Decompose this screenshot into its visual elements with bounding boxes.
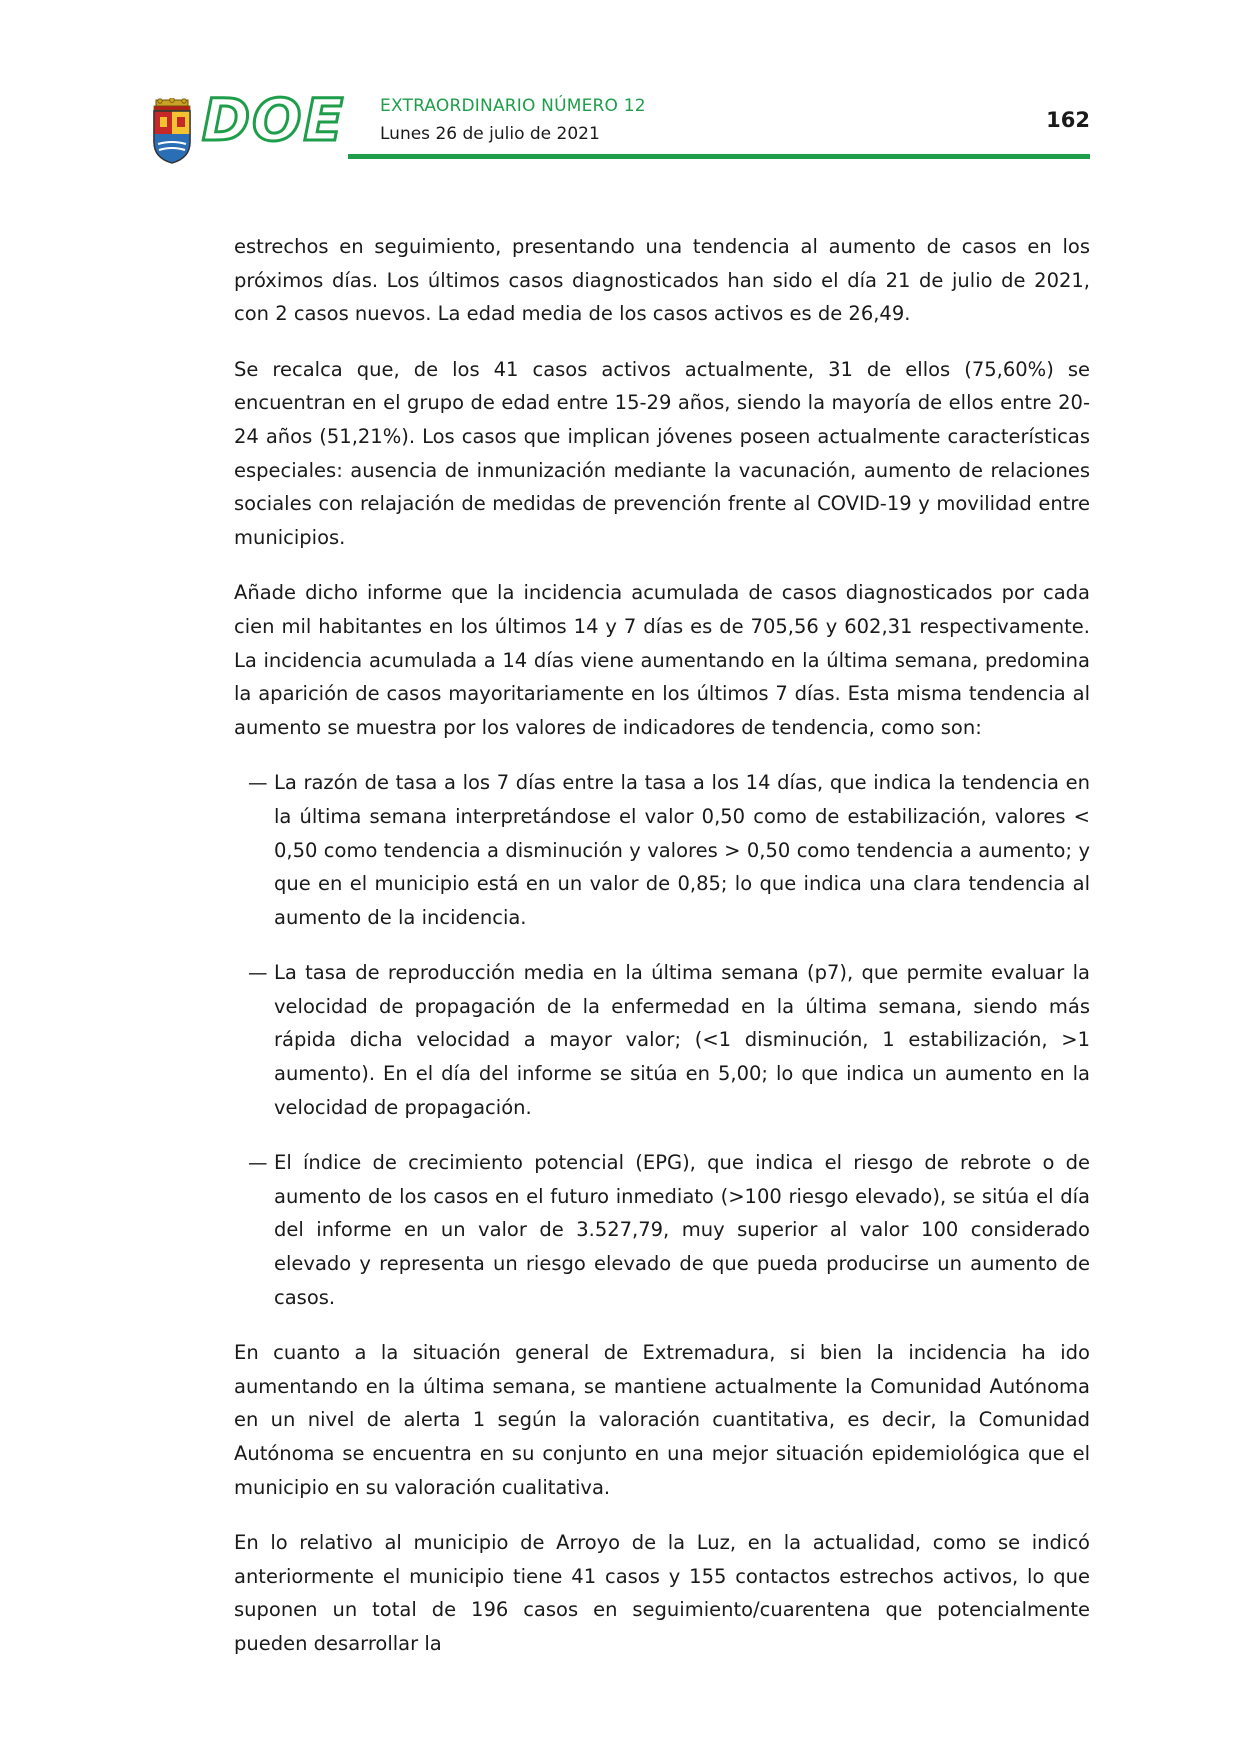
list-item	[234, 766, 1090, 934]
list-item	[234, 1146, 1090, 1314]
doe-logo-text: DOE	[202, 86, 346, 154]
list-item-text: El índice de crecimiento potencial (EPG), que indica el riesgo de rebrote o de aumento de los casos en el futuro inmediato (>100 riesgo elevado), se sitúa el día del informe en un valor de 3.527,79, muy superior al valor 100 considerado elevado y representa un riesgo elevado de que pueda producirse un aumento de casos.	[274, 1151, 1090, 1309]
bullet-dash: —	[248, 1151, 268, 1175]
issue-number: EXTRAORDINARIO NÚMERO 12	[380, 96, 646, 116]
list-item-text: La razón de tasa a los 7 días entre la tasa a los 14 días, que indica la tendencia en la última semana interpretándose el valor 0,50 como de estabilización, valores < 0,50 como tendencia a disminución y valores > 0,50 como tendencia a aumento; y que en el municipio está en un valor de 0,85; lo que indica una clara tendencia al aumento de la incidencia.	[274, 771, 1090, 929]
paragraph: En cuanto a la situación general de Extremadura, si bien la incidencia ha ido aumentando en la última semana, se mantiene actualmente la Comunidad Autónoma en un nivel de alerta 1 según la valoración cuantitativa, es decir, la Comunidad Autónoma se encuentra en su conjunto en una mejor situación epidemiológica que el municipio en su valoración cualitativa.	[234, 1341, 1090, 1499]
indicator-list	[234, 766, 1090, 1314]
list-item-text: La tasa de reproducción media en la última semana (p7), que permite evaluar la velocidad de propagación de la enfermedad en la última semana, siendo más rápida dicha velocidad a mayor valor; (<1 disminución, 1 estabilización, >1 aumento). En el día del informe se sitúa en 5,00; lo que indica un aumento en la velocidad de propagación.	[274, 961, 1090, 1119]
header-rule	[348, 154, 1090, 159]
body-content	[234, 230, 1090, 1683]
paragraph: Añade dicho informe que la incidencia acumulada de casos diagnosticados por cada cien mil habitantes en los últimos 14 y 7 días es de 705,56 y 602,31 respectivamente. La incidencia acumulada a 14 días viene aumentando en la última semana, predomina la aparición de casos mayoritariamente en los últimos 7 días. Esta misma tendencia al aumento se muestra por los valores de indicadores de tendencia, como son:	[234, 581, 1090, 739]
list-item	[234, 956, 1090, 1124]
paragraph: En lo relativo al municipio de Arroyo de la Luz, en la actualidad, como se indicó anteriormente el municipio tiene 41 casos y 155 contactos estrechos activos, lo que suponen un total de 196 casos en seguimiento/cuarentena que potencialmente pueden desarrollar la	[234, 1531, 1090, 1655]
paragraph: Se recalca que, de los 41 casos activos actualmente, 31 de ellos (75,60%) se encuentran en el grupo de edad entre 15-29 años, siendo la mayoría de ellos entre 20-24 años (51,21%). Los casos que implican jóvenes poseen actualmente características especiales: ausencia de inmunización mediante la vacunación, aumento de relaciones sociales con relajación de medidas de prevención frente al COVID-19 y movilidad entre municipios.	[234, 357, 1090, 549]
bullet-dash: —	[248, 771, 268, 795]
page-number: 162	[1046, 108, 1090, 132]
bullet-dash: —	[248, 961, 268, 985]
page-header	[150, 86, 1090, 164]
coat-of-arms-icon	[150, 98, 194, 164]
paragraph: estrechos en seguimiento, presentando una tendencia al aumento de casos en los próximos días. Los últimos casos diagnosticados han sido el día 21 de julio de 2021, con 2 casos nuevos. La edad media de los casos activos es de 26,49.	[234, 235, 1090, 326]
publication-date: Lunes 26 de julio de 2021	[380, 124, 600, 144]
